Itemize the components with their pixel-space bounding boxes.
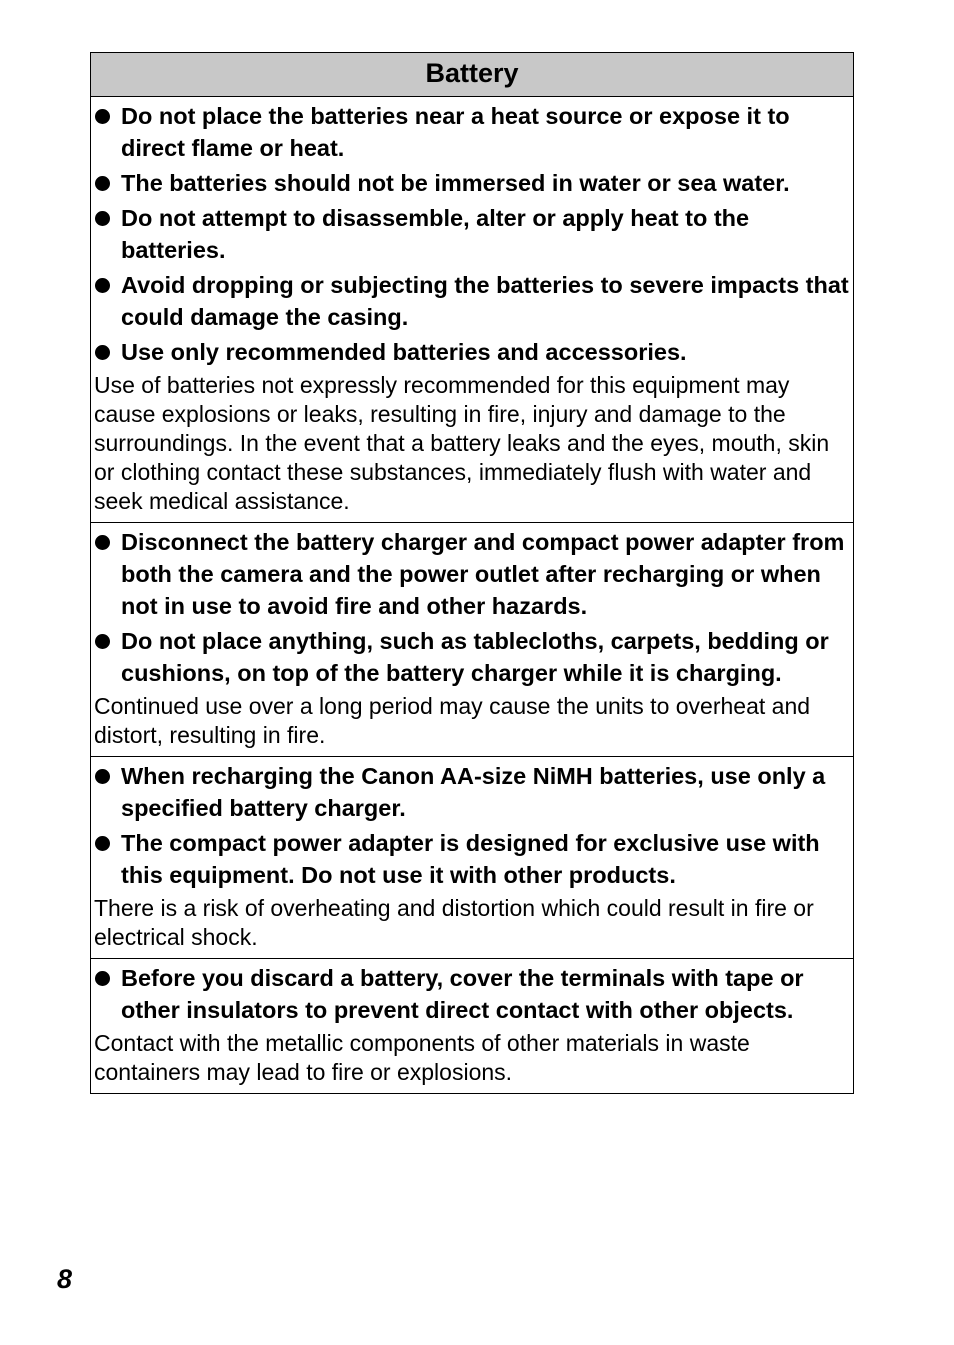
warning-note: Contact with the metallic components of other materials in waste containers may lead to fire or explosions. <box>94 1030 750 1085</box>
warning-item: The batteries should not be immersed in water or sea water. <box>91 167 853 199</box>
warning-item: Use only recommended batteries and accessories. <box>91 336 853 368</box>
bullet-icon <box>95 278 110 293</box>
bullet-icon <box>95 971 110 986</box>
warning-note: Continued use over a long period may cause the units to overheat and distort, resulting in fire. <box>94 693 811 748</box>
warning-item: Do not place anything, such as tablecloths, carpets, bedding or cushions, on top of the battery charger while it is charging. <box>91 625 853 689</box>
warning-item: The compact power adapter is designed for exclusive use with this equipment. Do not use it with other products. <box>91 827 853 891</box>
bullet-icon <box>95 769 110 784</box>
warning-item: Do not attempt to disassemble, alter or apply heat to the batteries. <box>91 202 853 266</box>
warning-section-3 <box>91 757 853 959</box>
bullet-icon <box>95 345 110 360</box>
bullet-icon <box>95 211 110 226</box>
bullet-icon <box>95 634 110 649</box>
bullet-icon <box>95 535 110 550</box>
warning-note: Use of batteries not expressly recommended for this equipment may cause explosions or leaks, resulting in fire, injury and damage to the surroundings. In the event that a battery leaks and the eyes, mouth, skin or clothing contact these substances, immediately flush with water and seek medical assistance. <box>94 372 830 514</box>
warning-note: There is a risk of overheating and distortion which could result in fire or electrical shock. <box>94 895 814 950</box>
warning-item: Before you discard a battery, cover the terminals with tape or other insulators to prevent direct contact with other objects. <box>91 962 853 1026</box>
warning-section-4 <box>91 959 853 1093</box>
warning-item: Avoid dropping or subjecting the batteries to severe impacts that could damage the casing. <box>91 269 853 333</box>
bullet-icon <box>95 176 110 191</box>
warning-item: Do not place the batteries near a heat source or expose it to direct flame or heat. <box>91 100 853 164</box>
battery-warning-box <box>90 52 854 1094</box>
warning-section-2 <box>91 523 853 757</box>
bullet-icon <box>95 109 110 124</box>
section-title: Battery <box>91 53 853 97</box>
warning-item: Disconnect the battery charger and compact power adapter from both the camera and the power outlet after recharging or when not in use to avoid fire and other hazards. <box>91 526 853 622</box>
warning-section-1 <box>91 97 853 523</box>
warning-item: When recharging the Canon AA-size NiMH batteries, use only a specified battery charger. <box>91 760 853 824</box>
page-number: 8 <box>57 1264 73 1294</box>
bullet-icon <box>95 836 110 851</box>
